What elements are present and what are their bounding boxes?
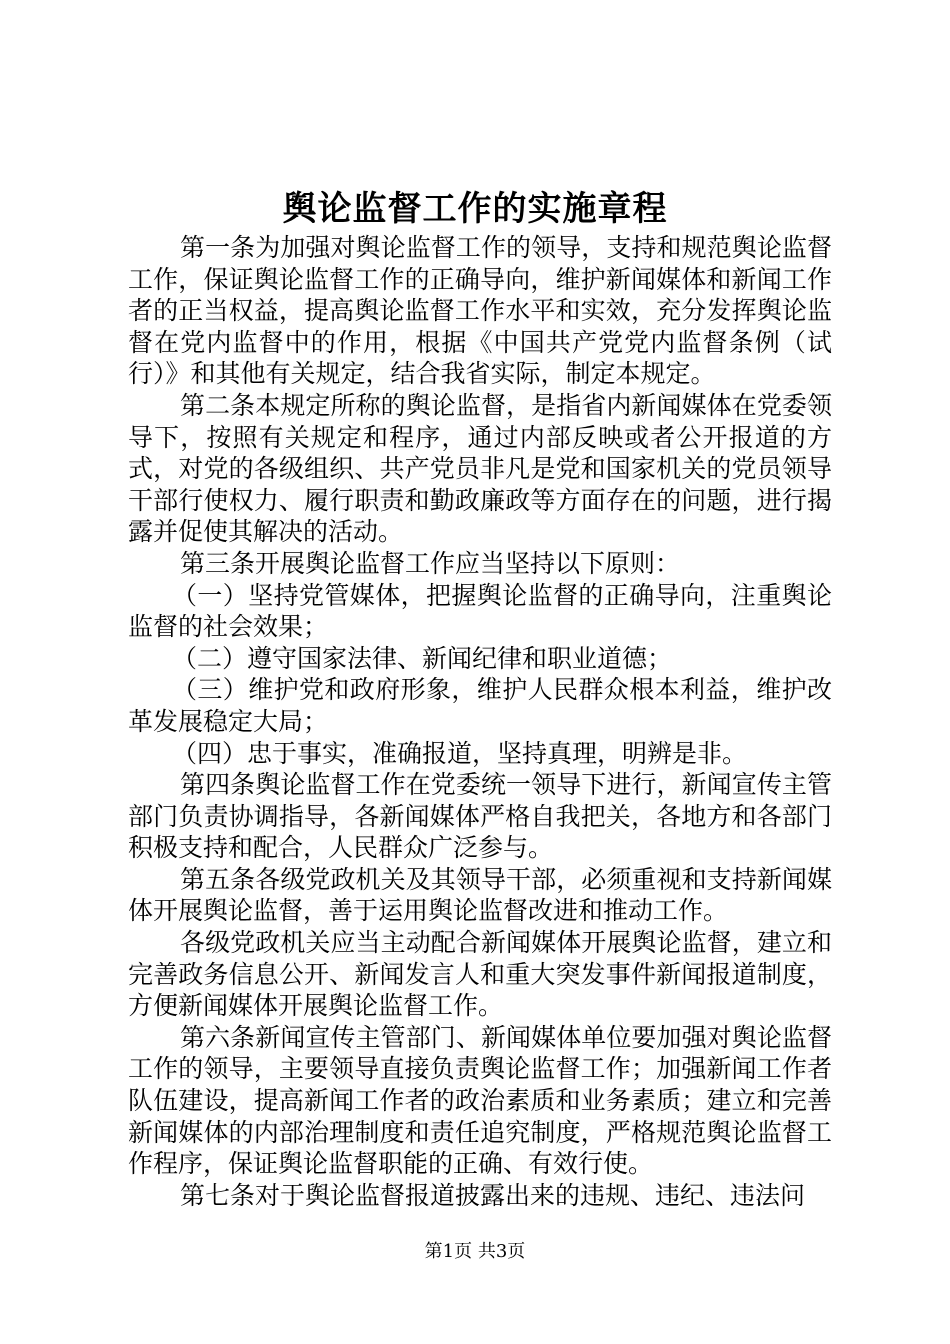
document-body bbox=[128, 232, 832, 1211]
paragraph-article-5-cont: 各级党政机关应当主动配合新闻媒体开展舆论监督，建立和完善政务信息公开、新闻发言人和重大突发事件新闻报道制度，方便新闻媒体开展舆论监督工作。 bbox=[128, 928, 832, 1021]
paragraph-article-3: 第三条开展舆论监督工作应当坚持以下原则： bbox=[180, 548, 681, 578]
document-title: 舆论监督工作的实施章程 bbox=[282, 189, 668, 229]
paragraph-principle-2: （二）遵守国家法律、新闻纪律和职业道德； bbox=[172, 643, 673, 673]
paragraph-article-1: 第一条为加强对舆论监督工作的领导，支持和规范舆论监督工作，保证舆论监督工作的正确导向，维护新闻媒体和新闻工作者的正当权益，提高舆论监督工作水平和实效，充分发挥舆论监督在党内监督中的作用，根据《中国共产党党内监督条例（试行）》和其他有关规定，结合我省实际，制定本规定。 bbox=[128, 233, 832, 389]
paragraph-article-2: 第二条本规定所称的舆论监督，是指省内新闻媒体在党委领导下，按照有关规定和程序，通过内部反映或者公开报道的方式，对党的各级组织、共产党员非凡是党和国家机关的党员领导干部行使权力、履行职责和勤政廉政等方面存在的问题，进行揭露并促使其解决的活动。 bbox=[128, 390, 832, 547]
paragraph-article-6: 第六条新闻宣传主管部门、新闻媒体单位要加强对舆论监督工作的领导，主要领导直接负责舆论监督工作；加强新闻工作者队伍建设，提高新闻工作者的政治素质和业务素质；建立和完善新闻媒体的内部治理制度和责任追究制度，严格规范舆论监督工作程序，保证舆论监督职能的正确、有效行使。 bbox=[128, 1022, 832, 1179]
paragraph-article-5: 第五条各级党政机关及其领导干部，必须重视和支持新闻媒体开展舆论监督，善于运用舆论监督改进和推动工作。 bbox=[128, 864, 832, 926]
paragraph-principle-4: （四）忠于事实，准确报道，坚持真理，明辨是非。 bbox=[172, 738, 748, 768]
paragraph-principle-3: （三）维护党和政府形象，维护人民群众根本利益，维护改革发展稳定大局； bbox=[128, 675, 832, 736]
paragraph-article-7: 第七条对于舆论监督报道披露出来的违规、违纪、违法问 bbox=[180, 1180, 806, 1210]
paragraph-principle-1: （一）坚持党管媒体，把握舆论监督的正确导向，注重舆论监督的社会效果； bbox=[128, 580, 832, 642]
page-number-footer: 第1页 共3页 bbox=[424, 1241, 526, 1262]
paragraph-article-4: 第四条舆论监督工作在党委统一领导下进行，新闻宣传主管部门负责协调指导，各新闻媒体严格自我把关，各地方和各部门积极支持和配合，人民群众广泛参与。 bbox=[128, 770, 832, 863]
